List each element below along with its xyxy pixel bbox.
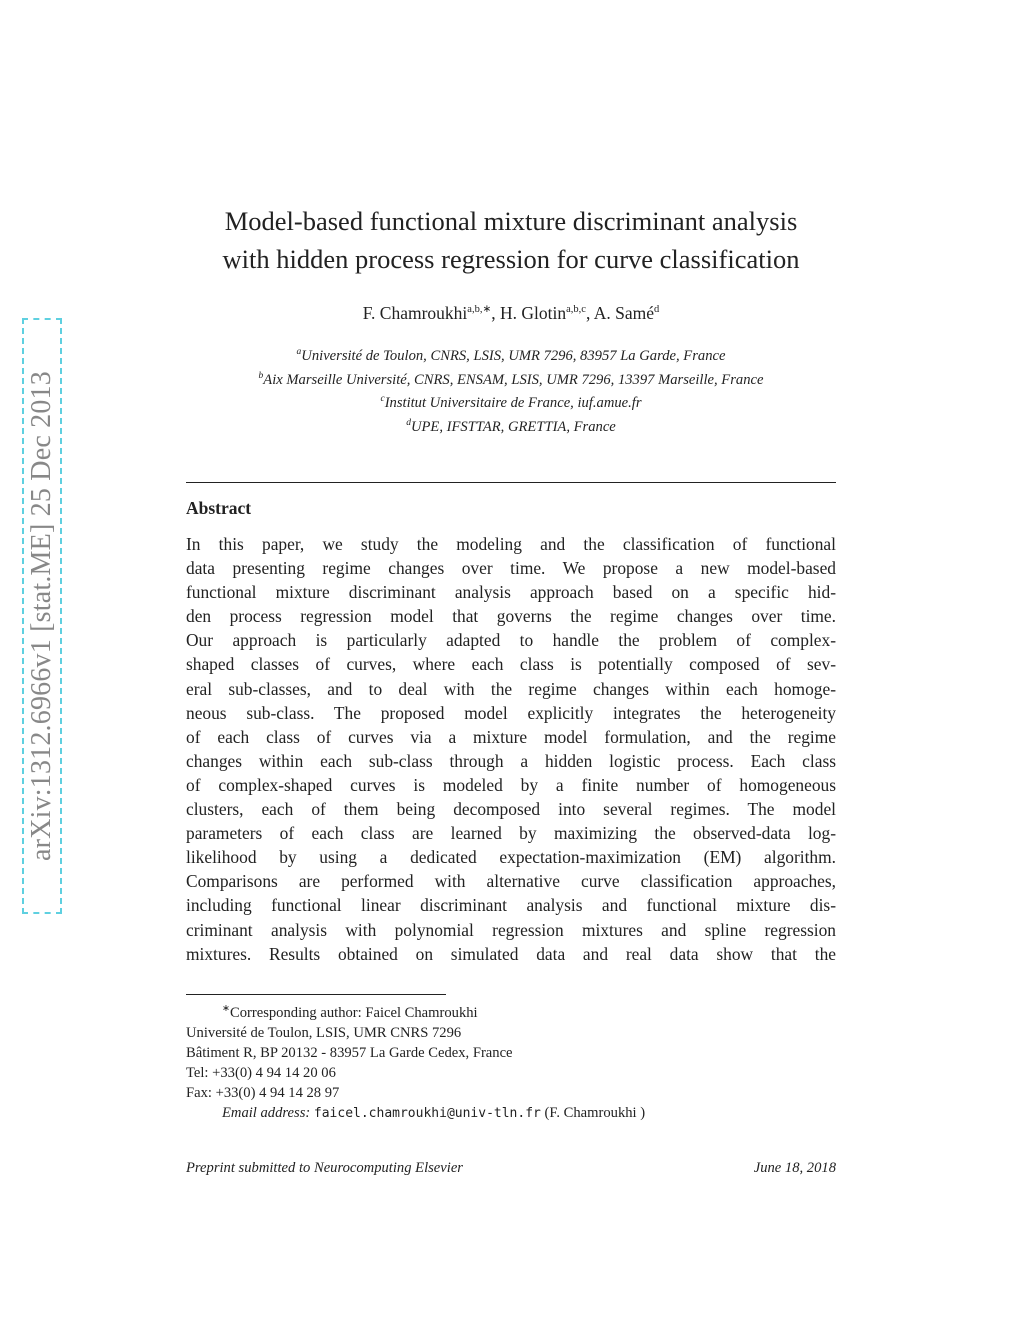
author-name: A. Samé	[593, 303, 655, 323]
abstract-line: likelihood by using a dedicated expectation-maximization (EM) algorithm.	[186, 847, 836, 868]
author-separator: ,	[491, 303, 500, 323]
abstract-line: functional mixture discriminant analysis approach based on a specific hid-	[186, 582, 836, 603]
author-separator: ,	[585, 303, 594, 323]
affiliation-text: UPE, IFSTTAR, GRETTIA, France	[410, 418, 616, 435]
abstract-top-rule	[186, 482, 836, 483]
footnote-address-line-2: Bâtiment R, BP 20132 - 83957 La Garde Cedex, France	[186, 1044, 513, 1061]
footnote-fax: Fax: +33(0) 4 94 14 28 97	[186, 1084, 340, 1101]
arxiv-identifier-stamp	[22, 318, 62, 914]
author-name: F. Chamroukhi	[362, 303, 468, 323]
footnote-email	[186, 1103, 836, 1124]
author-affiliation-marks: a,b,∗	[467, 304, 492, 316]
paper-title	[186, 202, 836, 278]
footnote-corresponding	[186, 999, 836, 1023]
affiliation-text: Université de Toulon, CNRS, LSIS, UMR 7296, 83957 La Garde, France	[301, 347, 726, 364]
abstract-line: clusters, each of them being decomposed into several regimes. The model	[186, 799, 836, 820]
abstract-line: changes within each sub-class through a hidden logistic process. Each class	[186, 750, 836, 771]
affiliation-text: Institut Universitaire de France, iuf.amue.fr	[384, 395, 642, 412]
abstract-line: including functional linear discriminant analysis and functional mixture dis-	[186, 895, 836, 916]
abstract-line: Comparisons are performed with alternative curve classification approaches,	[186, 871, 836, 892]
footnote-block	[186, 999, 836, 1124]
footnote-tel: Tel: +33(0) 4 94 14 20 06	[186, 1064, 336, 1081]
page-footer	[186, 1160, 836, 1177]
footer-preprint-note: Preprint submitted to Neurocomputing Elsevier	[186, 1160, 463, 1176]
affiliation-mark: b	[258, 370, 264, 381]
footnote-address-line-1: Université de Toulon, LSIS, UMR CNRS 7296	[186, 1024, 462, 1041]
affiliation-item	[180, 390, 842, 414]
author-list	[186, 303, 836, 324]
author-name: H. Glotin	[500, 303, 567, 323]
abstract-line: criminant analysis with polynomial regression mixtures and spline regression	[186, 919, 836, 940]
affiliation-text: Aix Marseille Université, CNRS, ENSAM, LSIS, UMR 7296, 13397 Marseille, France	[263, 371, 764, 388]
paper-title-line-1: Model-based functional mixture discriminant analysis	[224, 206, 798, 236]
abstract-line: parameters of each class are learned by maximizing the observed-data log-	[186, 823, 836, 844]
abstract-heading: Abstract	[186, 498, 252, 518]
abstract-line: Our approach is particularly adapted to handle the problem of complex-	[186, 630, 836, 651]
footnote-corresponding-text: Corresponding author: Faicel Chamroukhi	[229, 1004, 478, 1021]
abstract-line: data presenting regime changes over time. We propose a new model-based	[186, 558, 836, 579]
abstract-line: of each class of curves via a mixture model formulation, and the regime	[186, 726, 836, 747]
abstract-line: of complex-shaped curves is modeled by a finite number of homogeneous	[186, 774, 836, 795]
affiliation-item	[180, 343, 842, 367]
abstract-line: In this paper, we study the modeling and the classification of functional	[186, 534, 836, 554]
email-address-link[interactable]: faicel.chamroukhi@univ-tln.fr	[313, 1105, 541, 1121]
footer-date: June 18, 2018	[753, 1160, 836, 1176]
affiliation-item	[180, 367, 842, 391]
abstract-body	[186, 532, 836, 966]
affiliation-mark: d	[406, 417, 411, 428]
email-owner: (F. Chamroukhi )	[544, 1104, 646, 1121]
affiliation-mark: c	[380, 394, 385, 405]
paper-title-line-2: with hidden process regression for curve classification	[222, 244, 800, 274]
email-label: Email address:	[222, 1104, 311, 1121]
author-affiliation-marks: d	[654, 304, 660, 316]
abstract-line: neous sub-class. The proposed model explicitly integrates the heterogeneity	[186, 702, 836, 723]
affiliation-list	[180, 343, 842, 438]
footnote-rule	[186, 994, 446, 995]
affiliation-mark: a	[296, 347, 302, 357]
abstract-line: den process regression model that governs the regime changes over time.	[186, 606, 836, 627]
author-affiliation-marks: a,b,c	[566, 304, 586, 316]
arxiv-identifier-text: arXiv:1312.6966v1 [stat.ME] 25 Dec 2013	[26, 371, 57, 861]
affiliation-item	[180, 414, 842, 438]
footnote-mark: ∗	[222, 1004, 230, 1014]
abstract-line: shaped classes of curves, where each class is potentially composed of sev-	[186, 654, 836, 675]
abstract-line: eral sub-classes, and to deal with the regime changes within each homoge-	[186, 678, 836, 699]
abstract-line: mixtures. Results obtained on simulated data and real data show that the	[186, 943, 836, 964]
